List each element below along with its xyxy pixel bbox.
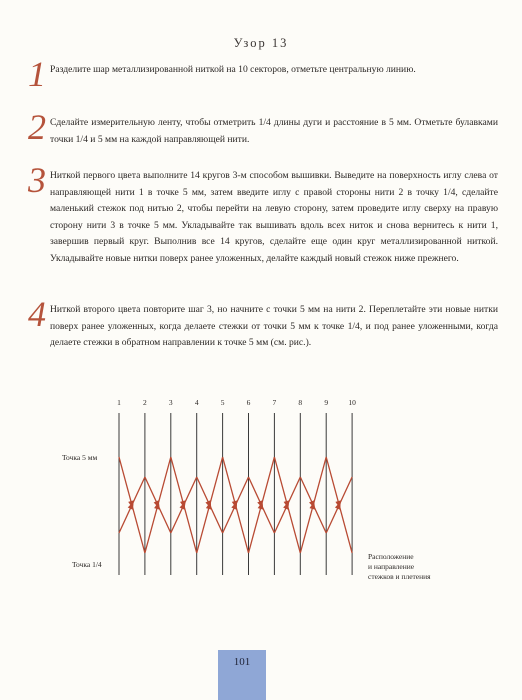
step-1 <box>28 54 498 94</box>
guide-threads <box>119 413 352 575</box>
step-number: 2 <box>28 107 46 147</box>
caption-line-2: и направление <box>368 562 415 571</box>
column-label: 2 <box>143 398 147 407</box>
step-number: 1 <box>28 54 46 94</box>
column-label: 6 <box>246 398 251 407</box>
column-label: 7 <box>272 398 277 407</box>
column-label: 4 <box>194 398 199 407</box>
column-label: 9 <box>324 398 329 407</box>
caption-line-1: Расположение <box>368 552 414 561</box>
step-number: 3 <box>28 160 46 200</box>
label-5mm: Точка 5 мм <box>62 453 98 462</box>
column-label: 1 <box>117 398 121 407</box>
stitch-diagram <box>0 395 522 605</box>
step-text: Ниткой первого цвета выполните 14 кругов 3-м способом вышивки. Выведите на поверхность иглу слева от направляющей нити 1 в точке 5 мм, затем введите иглу с правой стороны нити 2 в точку 1/4, сделайте маленький стежок под нитью 2, чтобы перейти на левую сторону, затем проведите иглу сверху на правую сторону нити 3 в точке 5 мм. Укладывайте так вышивать вдоль всех ниток и снова вернитесь к нити 1, завершив первый круг. Выполнив все 14 кругов, сделайте еще один круг металлизированной ниткой. Укладывайте новые нитки поверх ранее уложенных, делайте каждый новый стежок ниже прежнего. <box>50 170 498 264</box>
step-text: Разделите шар металлизированной ниткой на 10 секторов, отметьте центральную линию. <box>50 64 416 75</box>
caption-line-3: стежков и плетения <box>368 572 431 581</box>
step-3 <box>28 160 498 267</box>
pattern-title: Узор 13 <box>233 36 289 50</box>
step-number: 4 <box>28 294 46 334</box>
step-4 <box>28 294 498 352</box>
step-2 <box>28 107 498 148</box>
stitch-lines <box>119 457 352 553</box>
column-label: 3 <box>168 398 173 407</box>
column-label: 5 <box>220 398 225 407</box>
column-labels <box>117 398 356 407</box>
step-text: Ниткой второго цвета повторите шаг 3, но начните с точки 5 мм на нити 2. Переплетайте эти новые нитки поверх ранее уложенных, когда делаете стежки от точки 5 мм к точке 1/4, и под ранее уложенными, когда делаете стежки в обратном направлении к точке 5 мм (см. рис.). <box>50 304 498 348</box>
page-number: 101 <box>233 656 251 668</box>
column-label: 8 <box>298 398 303 407</box>
column-label: 10 <box>348 398 356 407</box>
step-text: Сделайте измерительную ленту, чтобы отметрить 1/4 длины дуги и расстояние в 5 мм. Отметьте булавками точки 1/4 и 5 мм на каждой направляющей нити. <box>50 117 498 145</box>
label-quarter: Точка 1/4 <box>72 560 102 569</box>
